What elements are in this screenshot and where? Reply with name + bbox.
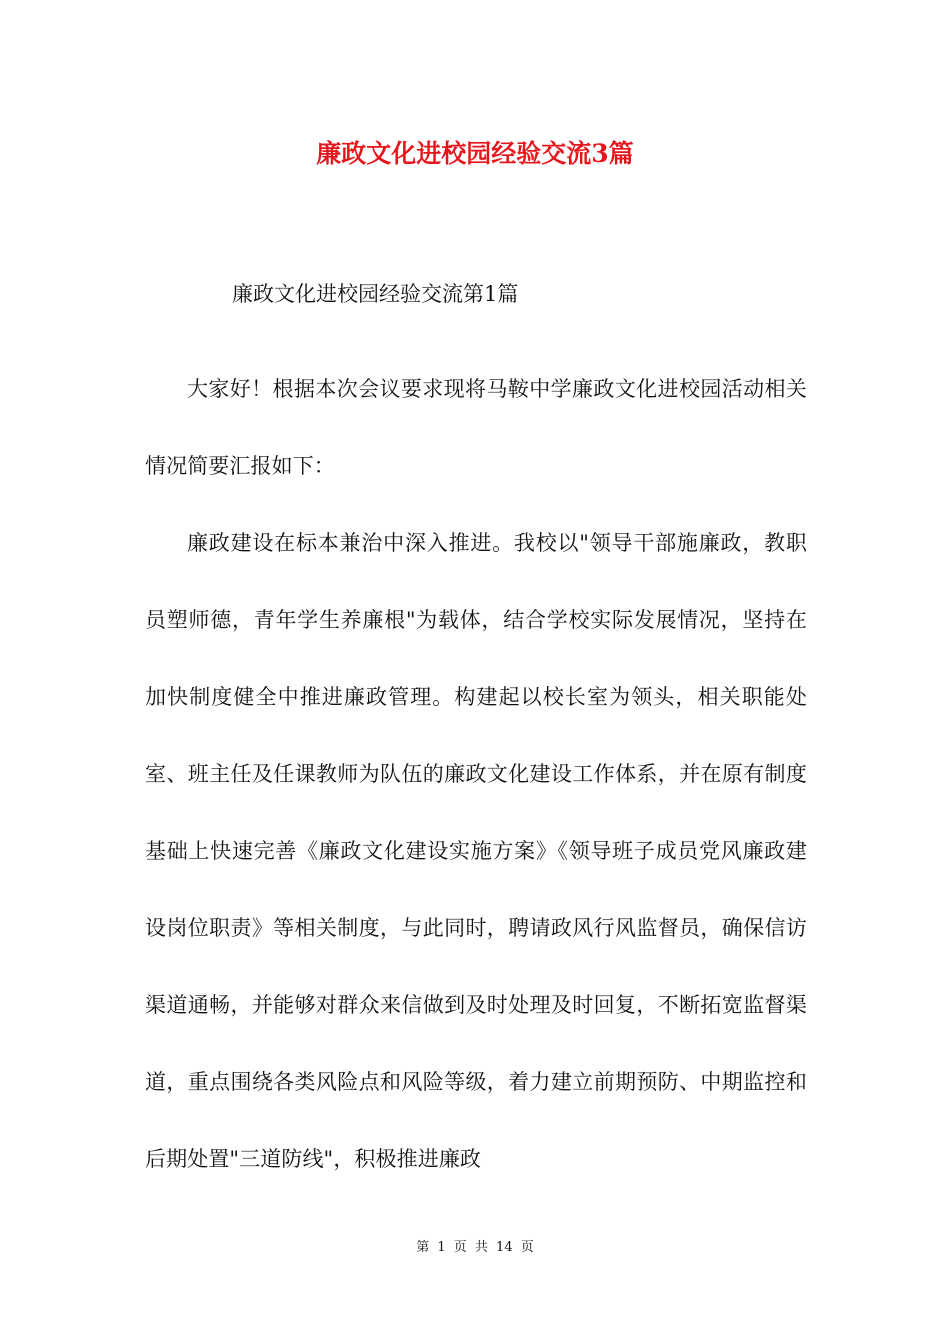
document-title: 廉政文化进校园经验交流3篇: [316, 139, 634, 168]
document-body: [145, 351, 807, 1198]
paragraph-intro: 大家好！根据本次会议要求现将马鞍中学廉政文化进校园活动相关情况简要汇报如下：: [145, 377, 807, 478]
section-heading: 廉政文化进校园经验交流第1篇: [232, 282, 519, 306]
paragraph-main: 廉政建设在标本兼治中深入推进。我校以"领导干部施廉政，教职员塑师德，青年学生养廉根"为载体，结合学校实际发展情况，坚持在加快制度健全中推进廉政管理。构建起以校长室为领头，相关职能处室、班主任及任课教师为队伍的廉政文化建设工作体系，并在原有制度基础上快速完善《廉政文化建设实施方案》《领导班子成员党风廉政建设岗位职责》等相关制度，与此同时，聘请政风行风监督员，确保信访渠道通畅，并能够对群众来信做到及时处理及时回复，不断拓宽监督渠道，重点围绕各类风险点和风险等级，着力建立前期预防、中期监控和后期处置"三道防线"，积极推进廉政: [145, 531, 807, 1171]
page-footer: 第 1 页 共 14 页: [416, 1240, 534, 1255]
